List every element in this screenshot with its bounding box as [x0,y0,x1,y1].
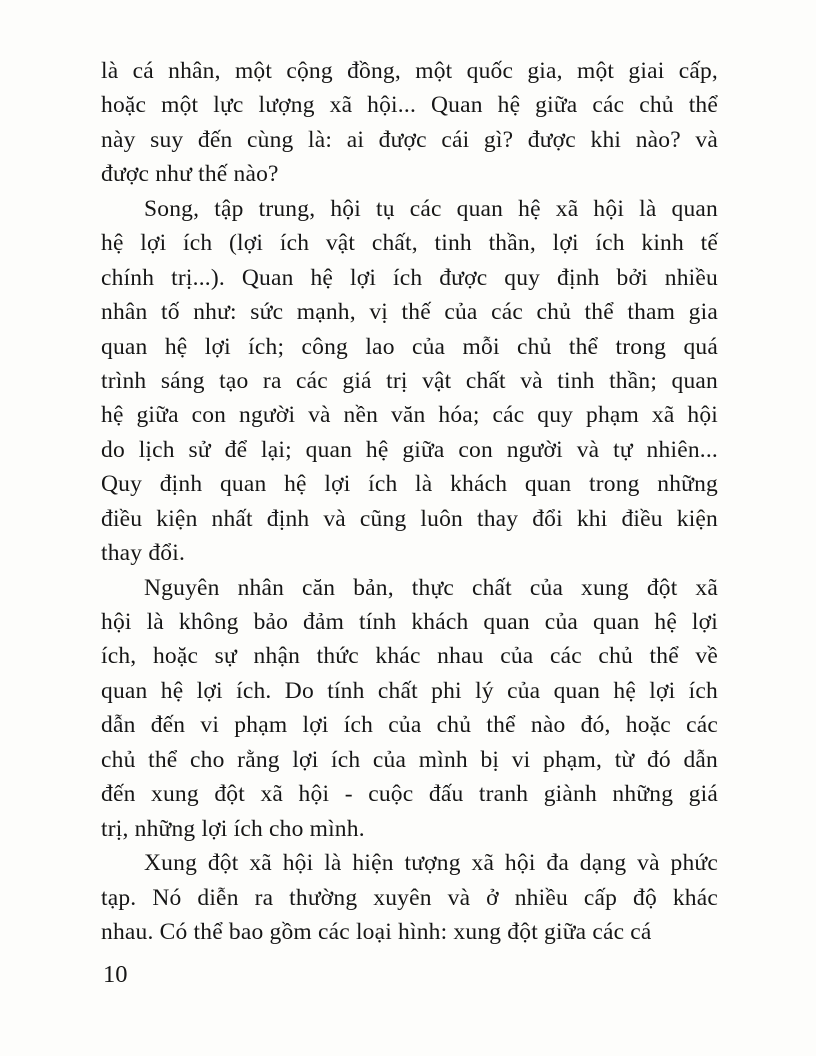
text-line: chủ thể cho rằng lợi ích của mình bị vi phạm, từ đó dẫn [101,746,718,773]
text-line: dẫn đến vi phạm lợi ích của chủ thể nào đó, hoặc các [101,712,718,739]
text-line: này suy đến cùng là: ai được cái gì? được khi nào? và [101,126,718,153]
text-line: là cá nhân, một cộng đồng, một quốc gia, một giai cấp, [101,58,718,84]
paragraph [101,846,718,949]
text-line: hội là không bảo đảm tính khách quan của quan hệ lợi [101,609,718,635]
text-line: nhân tố như: sức mạnh, vị thế của các chủ thể tham gia [101,299,718,326]
paragraph [101,54,718,192]
text-line: thay đổi. [101,540,186,567]
text-line: ích, hoặc sự nhận thức khác nhau của các chủ thể về [101,643,718,670]
text-line: điều kiện nhất định và cũng luôn thay đổi khi điều kiện [101,505,718,532]
text-line: hệ giữa con người và nền văn hóa; các quy phạm xã hội [101,402,718,429]
text-line: đến xung đột xã hội - cuộc đấu tranh giành những giá [101,781,718,808]
text-line: hệ lợi ích (lợi ích vật chất, tinh thần, lợi ích kinh tế [101,230,718,257]
text-line: Xung đột xã hội là hiện tượng xã hội đa dạng và phức [144,850,718,877]
text-line: được như thế nào? [101,161,279,188]
body-text [101,54,718,949]
paragraph [101,192,718,571]
paragraph [101,571,718,847]
text-line: chính trị...). Quan hệ lợi ích được quy định bởi nhiều [101,264,718,291]
text-line: Nguyên nhân căn bản, thực chất của xung đột xã [144,574,718,601]
page-number: 10 [103,961,128,988]
text-line: Quy định quan hệ lợi ích là khách quan trong những [101,471,718,498]
text-line: hoặc một lực lượng xã hội... Quan hệ giữa các chủ thể [101,92,718,119]
text-line: quan hệ lợi ích. Do tính chất phi lý của quan hệ lợi ích [101,677,718,704]
text-line: trị, những lợi ích cho mình. [101,815,365,842]
text-line: quan hệ lợi ích; công lao của mỗi chủ thể trong quá [101,333,718,360]
text-line: trình sáng tạo ra các giá trị vật chất và tinh thần; quan [101,367,718,394]
text-line: do lịch sử để lại; quan hệ giữa con người và tự nhiên... [101,436,718,463]
text-line: tạp. Nó diễn ra thường xuyên và ở nhiều cấp độ khác [101,884,718,911]
text-line: Song, tập trung, hội tụ các quan hệ xã hội là quan [144,195,718,222]
text-line: nhau. Có thể bao gồm các loại hình: xung đột giữa các cá [101,918,652,945]
